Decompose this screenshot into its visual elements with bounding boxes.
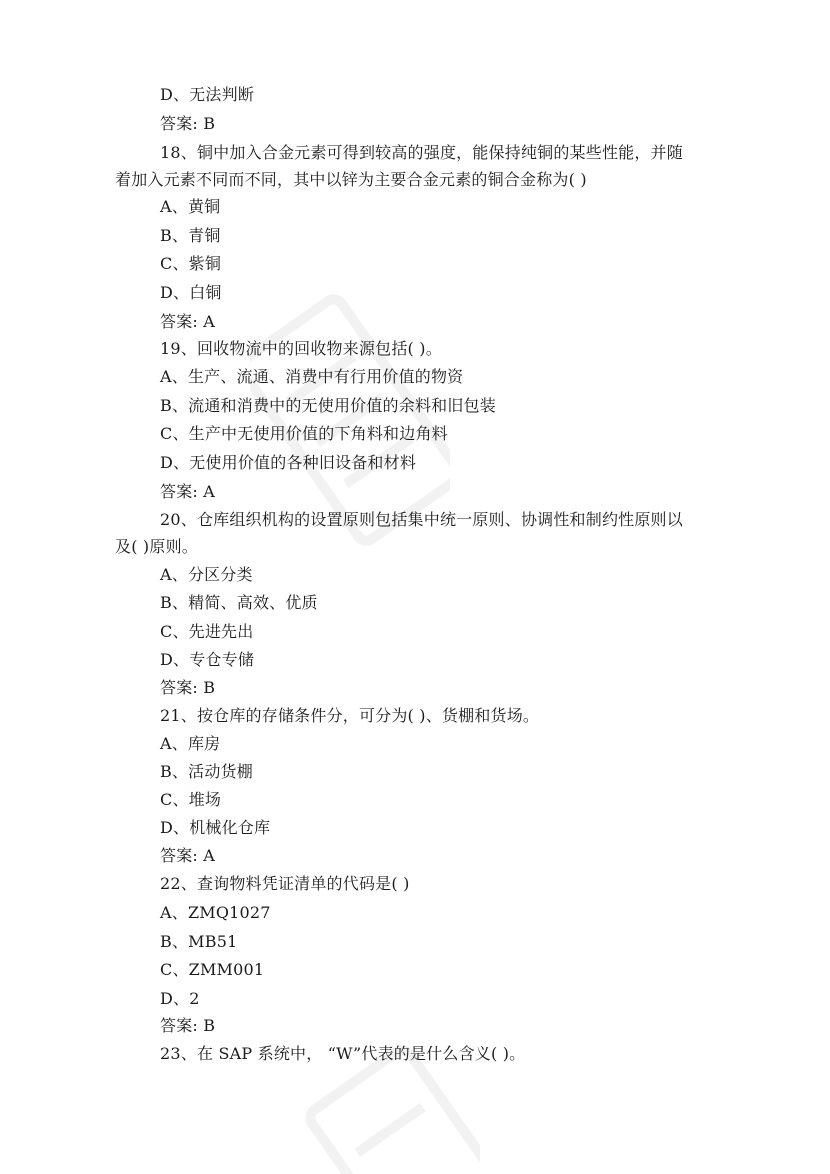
- option-d: D、无使用价值的各种旧设备和材料: [160, 453, 417, 472]
- option-d: D、专仓专储: [160, 650, 255, 669]
- option-c: C、堆场: [160, 790, 222, 809]
- option-c: C、紫铜: [160, 254, 222, 273]
- answer-text: 答案: B: [160, 114, 216, 133]
- question-23-text: 23、在 SAP 系统中， “W”代表的是什么含义( )。: [160, 1044, 526, 1063]
- question-21-text: 21、按仓库的存储条件分，可分为( )、货棚和货场。: [160, 706, 540, 725]
- option-c: C、先进先出: [160, 622, 254, 641]
- answer-text: 答案: A: [160, 312, 216, 331]
- option-d: D、白铜: [160, 283, 222, 302]
- answer-text: 答案: A: [160, 846, 216, 865]
- option-a: A、黄铜: [160, 197, 221, 216]
- answer-text: 答案: B: [160, 678, 216, 697]
- question-18-text-cont: 着加入元素不同而不同，其中以锌为主要合金元素的铜合金称为( ): [115, 170, 587, 189]
- option-d: D、无法判断: [160, 85, 255, 104]
- option-a: A、生产、流通、消费中有行用价值的物资: [160, 367, 464, 386]
- question-19-text: 19、回收物流中的回收物来源包括( )。: [160, 339, 442, 358]
- answer-text: 答案: B: [160, 1016, 216, 1035]
- option-b: B、精简、高效、优质: [160, 593, 318, 612]
- question-20-text-cont: 及( )原则。: [115, 537, 198, 556]
- option-a: A、库房: [160, 734, 221, 753]
- question-22-text: 22、查询物料凭证清单的代码是( ): [160, 874, 410, 893]
- option-d: D、2: [160, 989, 200, 1008]
- option-a: A、分区分类: [160, 565, 253, 584]
- option-b: B、流通和消费中的无使用价值的余料和旧包装: [160, 396, 496, 415]
- option-c: C、生产中无使用价值的下角料和边角料: [160, 424, 448, 443]
- option-d: D、机械化仓库: [160, 818, 271, 837]
- question-20-text: 20、仓库组织机构的设置原则包括集中统一原则、协调性和制约性原则以: [160, 510, 683, 529]
- option-a: A、ZMQ1027: [160, 903, 271, 922]
- question-18-text: 18、铜中加入合金元素可得到较高的强度，能保持纯铜的某些性能，并随: [160, 143, 683, 162]
- option-b: B、青铜: [160, 226, 221, 245]
- option-b: B、MB51: [160, 932, 238, 951]
- option-c: C、ZMM001: [160, 960, 265, 979]
- option-b: B、活动货棚: [160, 762, 253, 781]
- answer-text: 答案: A: [160, 482, 216, 501]
